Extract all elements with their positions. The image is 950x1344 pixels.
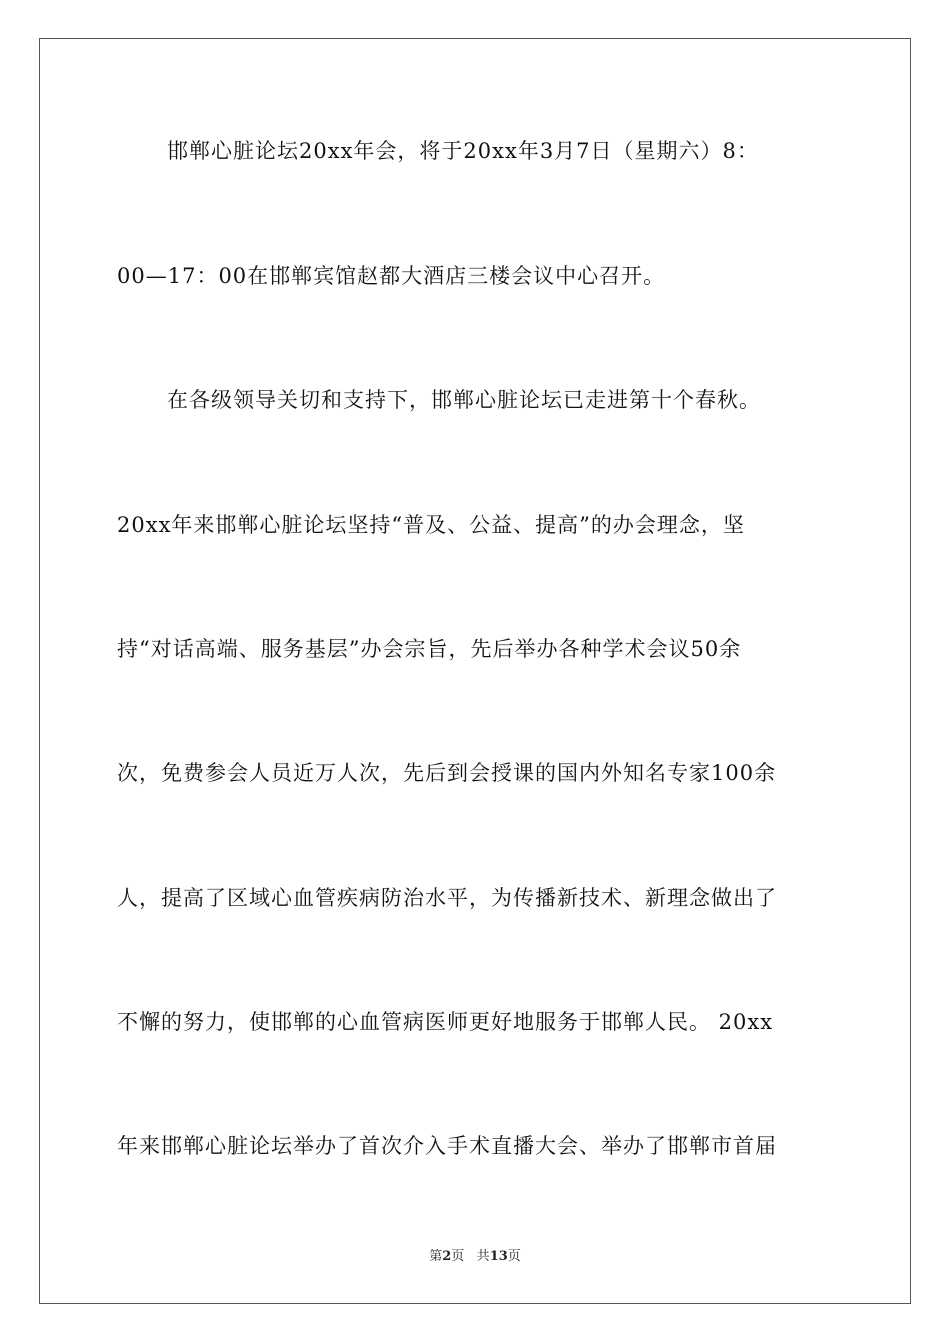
paragraph-2-line-4: 次，免费参会人员近万人次，先后到会授课的国内外知名专家100余: [117, 761, 777, 785]
footer-total-prefix: 共: [476, 1249, 490, 1264]
paragraph-1-line-2: 00—17：00在邯郸宾馆赵都大酒店三楼会议中心召开。: [117, 264, 666, 288]
footer-page-total: 13: [489, 1249, 508, 1264]
footer-total-suffix: 页: [507, 1249, 521, 1264]
footer-page-suffix: 页: [451, 1249, 465, 1264]
page-border: [39, 38, 911, 1304]
paragraph-2-line-5: 人，提高了区域心血管疾病防治水平，为传播新技术、新理念做出了: [117, 886, 777, 910]
footer-page-prefix: 第: [429, 1249, 443, 1264]
paragraph-2-line-2: 20xx年来邯郸心脏论坛坚持“普及、公益、提高”的办会理念，坚: [117, 513, 745, 537]
paragraph-2-line-7: 年来邯郸心脏论坛举办了首次介入手术直播大会、举办了邯郸市首届: [117, 1134, 777, 1158]
footer-page-current: 2: [442, 1249, 452, 1264]
paragraph-2-line-1: 在各级领导关切和支持下，邯郸心脏论坛已走进第十个春秋。: [167, 388, 761, 412]
paragraph-2-line-6: 不懈的努力，使邯郸的心血管病医师更好地服务于邯郸人民。 20xx: [117, 1010, 774, 1034]
page-footer: [0, 1248, 950, 1266]
paragraph-2-line-3: 持“对话高端、服务基层”办会宗旨，先后举办各种学术会议50余: [117, 637, 742, 661]
paragraph-1-line-1: 邯郸心脏论坛20xx年会，将于20xx年3月7日（星期六）8：: [167, 139, 759, 163]
